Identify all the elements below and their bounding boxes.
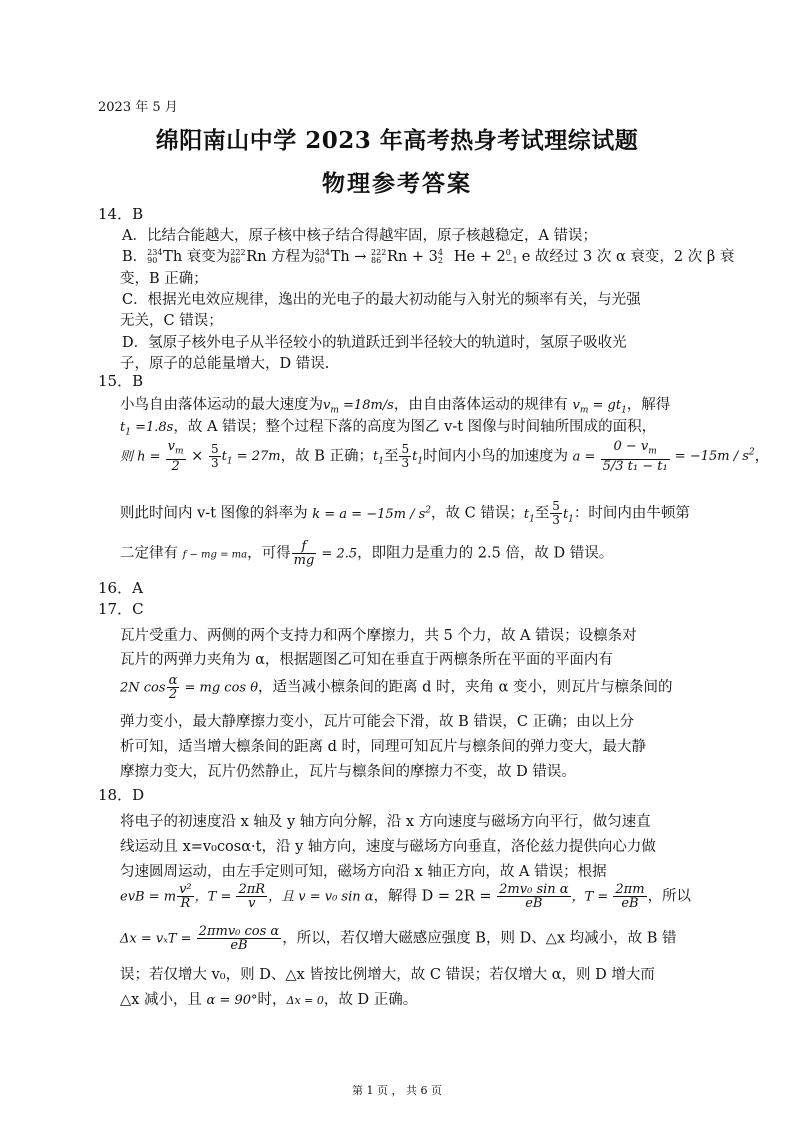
question-14-answer: 14．B [98,205,144,223]
q15-line4: 则此时间内 v-t 图像的斜率为 $k = a = -15m / s^2$，故 C 错误；$t_1$至 $\frac{5}{3}$ $t_1$：时间内由牛顿第 [120,499,690,527]
isotope-th-eq: 234 90 [314,248,330,265]
q14-option-c-line1: C．根据光电效应规律，逸出的光电子的最大初动能与入射光的频率有关，与光强 [122,292,641,308]
q18-line7: △x 减小，且 α = 90°时，Δx = 0，故 D 正确。 [120,992,418,1008]
page-subtitle: 物理参考答案 [322,170,472,197]
q18-line2: 线运动且 x=v₀cosα·t，沿 y 轴方向，速度与磁场方向垂直，洛伦兹力提供向心力做 [120,839,656,855]
q18-line4: evB = m $\frac{\text{v²}}{R}$ ，T = $\frac{2\pi R}{v}$ ，且 v = v₀ sin α，解得 D = 2R = $\frac{\text{2mv₀ sin α}}{eB}$ ，T = $\frac{2\pi m}{eB}$ ，所以 [120,882,692,911]
q17-line1: 瓦片受重力、两侧的两个支持力和两个摩擦力，共 5 个力，故 A 错误；设檩条对 [120,628,637,644]
question-15-answer: 15．B [98,372,144,390]
isotope-th: 234 90 [147,248,163,265]
q18-line3: 匀速圆周运动，由左手定则可知，磁场方向沿 x 轴正方向，故 A 错误；根据 [120,864,607,880]
isotope-rn: 222 86 [230,248,246,265]
q18-line6: 误；若仅增大 v₀，则 D、△x 皆按比例增大，故 C 错误；若仅增大 α，则 D 增大而 [120,967,655,983]
q14-option-d-line2: 子，原子的总能量增大，D 错误. [120,356,330,372]
isotope-rn-eq: 222 86 [371,248,387,265]
page-footer: 第 1 页 ， 共 6 页 [352,1084,442,1097]
q17-line2: 瓦片的两弹力夹角为 α，根据题图乙可知在垂直于两檩条所在平面的平面内有 [120,652,613,668]
q15-line3: 则 h = $\frac{v_m}{2}$ × $\frac{5}{3}$ $t_1 = 27m$，故 B 正确；$t_1$至 $\frac{5}{3}$ $t_1$时间内小鸟的加速度为 a = $\frac{0 - v_m}{\text{5/3 t₁ − t₁}}$ = $-15m / s^2$， [120,439,770,474]
q14-option-a: A．比结合能越大，原子核中核子结合得越牢固，原子核越稳定，A 错误； [122,228,598,244]
q17-line6: 摩擦力变大，瓦片仍然静止，瓦片与檩条间的摩擦力不变，故 D 错误。 [120,764,576,780]
q17-line4: 弹力变小，最大静摩擦力变小，瓦片可能会下滑，故 B 错误，C 正确；由以上分 [120,714,635,730]
q14-option-b-line2: 变，B 正确； [120,271,208,287]
q17-line5: 析可知，适当增大檩条间的距离 d 时，同理可知瓦片与檩条间的弹力变大，最大静 [120,739,646,755]
isotope-e: 0 −1 [505,248,518,265]
q15-line5: 二定律有 f − mg = ma，可得 $\frac{f}{mg}$ = 2.5，即阻力是重力的 2.5 倍，故 D 错误。 [120,539,614,568]
q18-line5: Δx = vₓT = $\frac{\text{2πmv₀ cos α}}{eB}$ ，所以，若仅增大磁感应强度 B，则 D、△x 均减小，故 B 错 [120,924,677,953]
q17-line3: 2N cos $\frac{\alpha}{2}$ = mg cos θ，适当减小檩条间的距离 d 时，夹角 α 变小，则瓦片与檩条间的 [120,673,673,702]
q18-line1: 将电子的初速度沿 x 轴及 y 轴方向分解，沿 x 方向速度与磁场方向平行，做匀速直 [120,814,651,830]
q14-option-c-line2: 无关，C 错误； [120,313,223,329]
question-18-answer: 18．D [98,786,145,804]
q14-option-b-line1: B． 234 90 Th 衰变为 222 86 Rn 方程为 234 90 Th → 222 86 Rn + 3 4 2 He + 2 0 −1 e 故经过 3 次 α 衰变，2 次 β 衰 [122,248,735,265]
page-title: 绵阳南山中学 2023 年高考热身考试理综试题 [155,127,639,154]
q15-line1: 小鸟自由落体运动的最大速度为$v_m =18m/s$，由自由落体运动的规律有 $v_m = gt_1$，解得 [120,397,671,416]
question-16-answer: 16．A [98,579,143,597]
q14-option-d-line1: D．氢原子核外电子从半径较小的轨道跃迁到半径较大的轨道时，氢原子吸收光 [122,335,627,351]
q15-line2: $t_1 =1.8s$，故 A 错误；整个过程下落的高度为图乙 v-t 图像与时间轴所围成的面积， [120,419,657,438]
question-17-answer: 17．C [98,600,144,618]
isotope-he: 4 2 [437,248,443,265]
exam-date: 2023 年 5 月 [98,100,178,115]
